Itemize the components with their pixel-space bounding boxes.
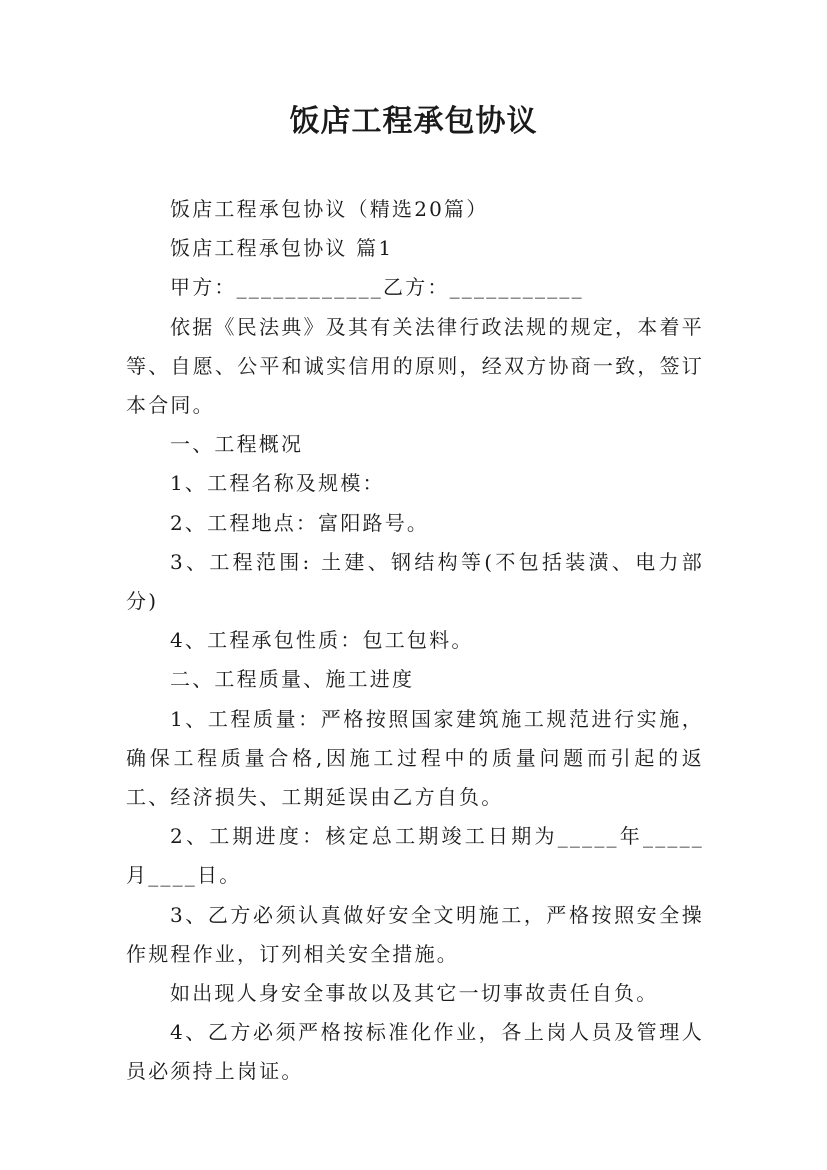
paragraph-item: 4、工程承包性质：包工包料。 <box>170 628 474 653</box>
paragraph-item: 3、乙方必须认真做好安全文明施工，严格按照安全操作规程作业，订列相关安全措施。 <box>126 902 704 966</box>
paragraph-item: 1、工程质量：严格按照国家建筑施工规范进行实施，确保工程质量合格,因施工过程中的质量问题而引起的返工、经济损失、工期延误由乙方自负。 <box>126 706 704 810</box>
paragraph-item: 3、工程范围: 土建、钢结构等(不包括装潢、电力部分) <box>126 549 704 614</box>
paragraph-parties: 甲方：____________乙方：___________ <box>170 275 584 300</box>
document-title: 饭店工程承包协议 <box>289 104 538 139</box>
paragraph-item: 4、乙方必须严格按标准化作业，各上岗人员及管理人员必须持上岗证。 <box>126 1020 704 1084</box>
paragraph-heading-overview: 一、工程概况 <box>170 432 304 457</box>
paragraph-subtitle: 饭店工程承包协议（精选20篇） <box>170 197 489 221</box>
document-body <box>126 190 704 1092</box>
paragraph-preamble: 依据《民法典》及其有关法律行政法规的规定，本着平等、自愿、公平和诚实信用的原则，经双方协商一致，签订本合同。 <box>126 314 704 418</box>
paragraph-section-heading: 饭店工程承包协议 篇1 <box>170 236 394 261</box>
paragraph-item: 2、工期进度：核定总工期竣工日期为_____年_____月____日。 <box>126 824 704 888</box>
paragraph-item: 如出现人身安全事故以及其它一切事故责任自负。 <box>170 981 659 1006</box>
paragraph-item: 1、工程名称及规模： <box>170 471 385 496</box>
paragraph-heading-quality: 二、工程质量、施工进度 <box>170 667 415 692</box>
paragraph-item: 2、工程地点：富阳路号。 <box>170 510 430 535</box>
